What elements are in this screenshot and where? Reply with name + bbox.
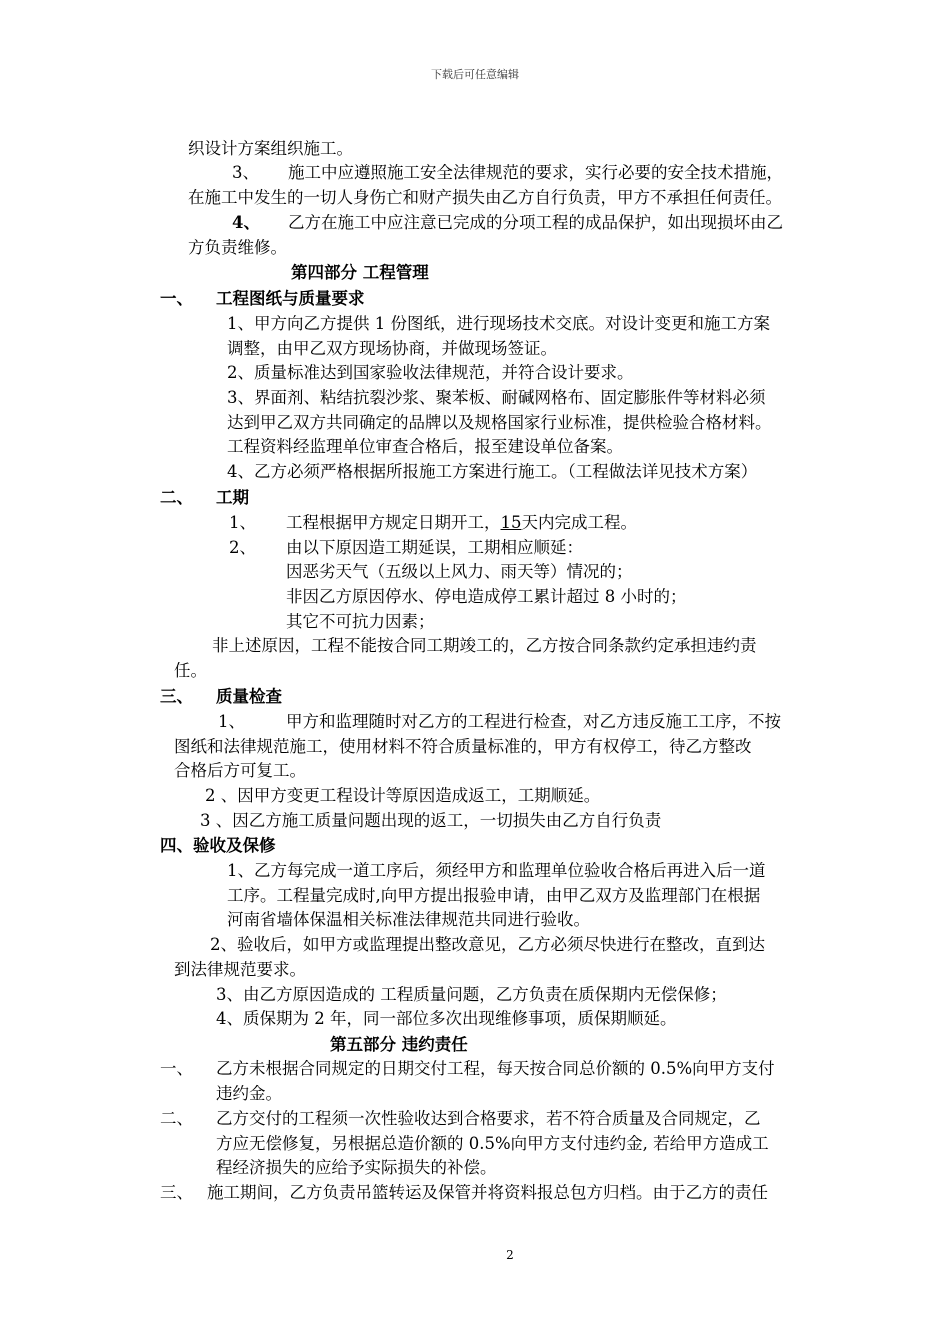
text-line: 达到甲乙双方共同确定的品牌以及规格国家行业标准，提供检验合格材料。: [227, 413, 772, 432]
subsection-heading: 四、验收及保修: [160, 836, 276, 855]
text-line: 非因乙方原因停水、停电造成停工累计超过 8 小时的；: [286, 587, 687, 606]
list-number: 1、: [218, 712, 245, 731]
text-line: 乙方交付的工程须一次性验收达到合格要求，若不符合质量及合同规定，乙: [216, 1109, 761, 1128]
text-line: 1、甲方向乙方提供 1 份图纸，进行现场技术交底。对设计变更和施工方案: [227, 314, 770, 333]
text-line: 方应无偿修复，另根据总造价额的 0.5%向甲方支付违约金, 若给甲方造成工: [216, 1134, 769, 1153]
subsection-heading: 工程图纸与质量要求: [216, 289, 365, 308]
text-line: 工序。工程量完成时,向甲方提出报验申请，由甲乙双方及监理部门在根据: [227, 886, 761, 905]
subsection-heading: 工期: [216, 488, 249, 507]
text-line: 施工期间，乙方负责吊篮转运及保管并将资料报总包方归档。由于乙方的责任: [207, 1183, 768, 1202]
text-line: 方负责维修。: [188, 238, 287, 257]
text-line: 任。: [174, 661, 207, 680]
text-segment: 天内完成工程。: [521, 513, 637, 532]
text-line: 施工中应遵照施工安全法律规范的要求，实行必要的安全技术措施，: [288, 163, 783, 182]
section-heading: 第四部分 工程管理: [291, 263, 429, 282]
list-number: 二、: [160, 1109, 193, 1128]
heading-number: 一、: [160, 289, 193, 308]
text-line: 到法律规范要求。: [174, 960, 306, 979]
text-line: 违约金。: [216, 1084, 282, 1103]
text-line: [286, 512, 637, 534]
text-line: 2、验收后，如甲方或监理提出整改意见，乙方必须尽快进行在整改，直到达: [210, 935, 765, 954]
text-line: 河南省墙体保温相关标准法律规范共同进行验收。: [227, 910, 590, 929]
text-line: 4、质保期为 2 年，同一部位多次出现维修事项，质保期顺延。: [216, 1009, 677, 1028]
text-line: 工程资料经监理单位审查合格后，报至建设单位备案。: [227, 437, 623, 456]
text-line: 程经济损失的应给予实际损失的补偿。: [216, 1158, 497, 1177]
list-number: 4、: [232, 213, 260, 232]
heading-number: 三、: [160, 687, 193, 706]
list-number: 3、: [232, 163, 259, 182]
duration-days: 15: [500, 513, 522, 532]
text-line: 织设计方案组织施工。: [188, 139, 353, 158]
heading-number: 二、: [160, 488, 193, 507]
list-number: 2、: [229, 538, 256, 557]
text-line: 其它不可抗力因素；: [286, 612, 435, 631]
list-number: 1、: [229, 513, 256, 532]
text-line: 非上述原因，工程不能按合同工期竣工的，乙方按合同条款约定承担违约责: [212, 636, 757, 655]
text-segment: 工程根据甲方规定日期开工，: [286, 513, 501, 532]
text-line: 在施工中发生的一切人身伤亡和财产损失由乙方自行负责，甲方不承担任何责任。: [188, 188, 782, 207]
text-line: 图纸和法律规范施工，使用材料不符合质量标准的，甲方有权停工，待乙方整改: [174, 737, 752, 756]
text-line: 3、由乙方原因造成的 工程质量问题，乙方负责在质保期内无偿保修；: [216, 985, 727, 1004]
text-line: 3 、因乙方施工质量问题出现的返工，一切损失由乙方自行负责: [200, 811, 662, 830]
text-line: 2 、因甲方变更工程设计等原因造成返工，工期顺延。: [205, 786, 601, 805]
text-line: 因恶劣天气（五级以上风力、雨天等）情况的；: [286, 562, 633, 581]
text-line: 合格后方可复工。: [174, 761, 306, 780]
text-line: 甲方和监理随时对乙方的工程进行检查，对乙方违反施工工序，不按: [286, 712, 781, 731]
subsection-heading: 质量检查: [216, 687, 282, 706]
text-line: 乙方在施工中应注意已完成的分项工程的成品保护，如出现损坏由乙: [288, 213, 783, 232]
list-number: 三、: [160, 1183, 193, 1202]
text-line: 调整，由甲乙双方现场协商，并做现场签证。: [227, 339, 557, 358]
section-heading: 第五部分 违约责任: [330, 1035, 468, 1054]
text-line: 2、质量标准达到国家验收法律规范，并符合设计要求。: [227, 363, 634, 382]
list-number: 一、: [160, 1059, 193, 1078]
text-line: 1、乙方每完成一道工序后，须经甲方和监理单位验收合格后再进入后一道: [227, 861, 766, 880]
page-number: 2: [506, 1248, 514, 1262]
text-line: 4、乙方必须严格根据所报施工方案进行施工。（工程做法详见技术方案）: [227, 462, 758, 481]
text-line: 乙方未根据合同规定的日期交付工程，每天按合同总价额的 0.5%向甲方支付: [216, 1059, 775, 1078]
text-line: 由以下原因造工期延误，工期相应顺延：: [286, 538, 583, 557]
page-header: 下载后可任意编辑: [431, 68, 519, 81]
text-line: 3、界面剂、粘结抗裂沙浆、聚苯板、耐碱网格布、固定膨胀件等材料必须: [227, 388, 766, 407]
